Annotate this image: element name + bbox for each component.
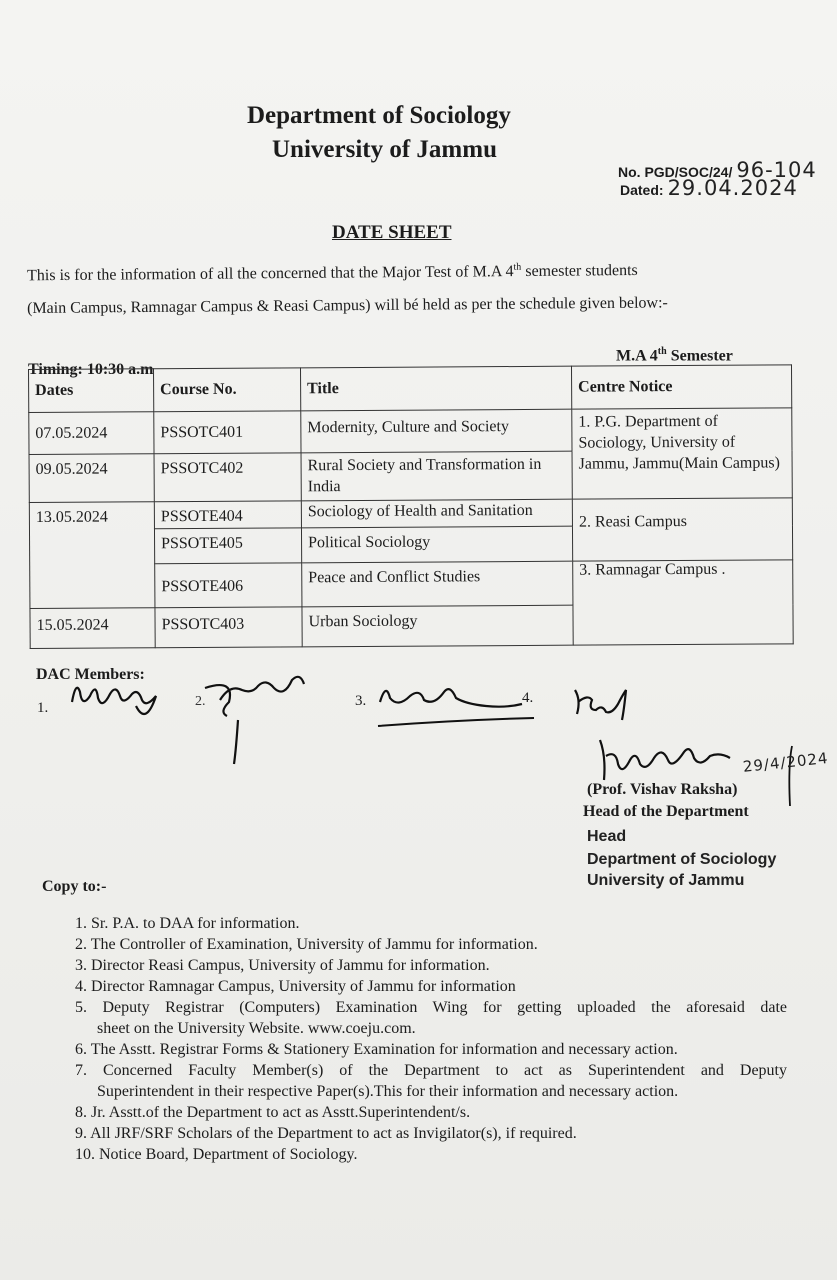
signature-3 (380, 689, 522, 707)
superscript: th (657, 346, 667, 357)
cell-course: PSSOTC401 (154, 411, 301, 454)
list-item-text: 7. Concerned Faculty Member(s) of the Department to act as Superintendent and Deputy (75, 1062, 787, 1079)
list-item (75, 997, 787, 1018)
col-header-centre: Centre Notice (571, 365, 791, 409)
exam-timing: Timing: 10:30 a.m (28, 361, 154, 378)
dac-number-1: 1. (37, 700, 49, 716)
cell-title: Modernity, Culture and Society (301, 409, 572, 453)
cell-course: PSSOTE406 (155, 563, 302, 608)
col-header-title: Title (300, 366, 571, 411)
head-signature (600, 740, 730, 780)
stamp-department: Department of Sociology (587, 851, 777, 868)
centre-reasi: 2. Reasi Campus (572, 498, 792, 561)
list-item: 2. The Controller of Examination, University of Jammu for information. (75, 936, 538, 953)
copy-to-label: Copy to:- (42, 878, 107, 895)
cell-course: PSSOTC402 (154, 453, 301, 502)
cell-title: Sociology of Health and Sanitation (301, 499, 572, 528)
cell-course: PSSOTC403 (155, 607, 302, 648)
list-item (75, 1060, 787, 1081)
cell-title: Urban Sociology (302, 605, 573, 647)
centre-main-campus: 1. P.G. Department of Sociology, University of Jammu, Jammu(Main Campus) (572, 408, 793, 499)
cell-course: PSSOTE405 (154, 528, 301, 564)
intro-line-2: (Main Campus, Ramnagar Campus & Reasi Campus) will bé held as per the schedule given below:- (27, 294, 668, 317)
cell-date: 07.05.2024 (29, 412, 154, 455)
semester-label (616, 346, 733, 365)
table-row (29, 408, 792, 455)
cell-title: Peace and Conflict Studies (302, 561, 573, 607)
cell-title: Political Sociology (301, 526, 572, 563)
semester-text-end: Semester (666, 347, 733, 365)
list-item-continued: sheet on the University Website. www.coeju.com. (97, 1020, 416, 1037)
signature-date: 29/4/2024 (742, 749, 830, 776)
signatory-name: (Prof. Vishav Raksha) (587, 781, 738, 798)
list-item: 9. All JRF/SRF Scholars of the Department to act as Invigilator(s), if required. (75, 1125, 577, 1142)
cell-course: PSSOTE404 (154, 501, 301, 529)
superscript: th (513, 261, 522, 273)
list-item: 4. Director Ramnagar Campus, University of Jammu for information (75, 978, 516, 995)
dac-number-4: 4. (522, 690, 534, 706)
cell-date: 09.05.2024 (29, 454, 154, 503)
signature-2 (205, 677, 304, 764)
list-item: 6. The Asstt. Registrar Forms & Stationery Examination for information and necessary action. (75, 1041, 678, 1058)
intro-text-end: semester students (521, 261, 638, 281)
signature-3-underline (378, 718, 534, 726)
cell-date: 13.05.2024 (29, 502, 155, 609)
dated (620, 176, 798, 200)
signatory-role: Head of the Department (583, 803, 749, 820)
list-item: 10. Notice Board, Department of Sociology. (75, 1146, 358, 1163)
intro-text: This is for the information of all the concerned that the Major Test of M.A 4 (27, 263, 514, 285)
stamp-university: University of Jammu (587, 872, 745, 889)
department-name: Department of Sociology (247, 102, 511, 129)
dated-handwritten: 29.04.2024 (667, 176, 798, 200)
col-header-course: Course No. (154, 368, 301, 412)
dated-label: Dated: (620, 182, 664, 198)
stamp-head: Head (587, 828, 627, 845)
list-item-continued: Superintendent in their respective Paper(s).This for their information and necessary action. (97, 1083, 679, 1100)
university-name: University of Jammu (272, 136, 497, 163)
signature-4 (575, 690, 626, 720)
table-row (29, 498, 792, 530)
reference-label: No. PGD/SOC/24/ (618, 164, 733, 180)
dac-number-3: 3. (355, 693, 367, 709)
list-item-text: 5. Deputy Registrar (Computers) Examination Wing for getting uploaded the aforesaid date (75, 999, 787, 1016)
table-header-row (29, 365, 792, 413)
cell-date: 15.05.2024 (30, 608, 155, 649)
semester-text: M.A 4 (616, 347, 658, 365)
dac-number-2: 2. (195, 694, 206, 709)
signature-1 (72, 688, 156, 714)
document-title: DATE SHEET (332, 222, 452, 243)
col-header-dates: Dates (29, 369, 154, 413)
cell-title: Rural Society and Transformation in India (301, 451, 572, 501)
list-item: 3. Director Reasi Campus, University of Jammu for information. (75, 957, 490, 974)
dac-members-title: DAC Members: (36, 666, 145, 683)
list-item: 1. Sr. P.A. to DAA for information. (75, 915, 300, 932)
centre-ramnagar: 3. Ramnagar Campus . (573, 560, 794, 645)
date-sheet-table (28, 364, 794, 649)
intro-line-1 (27, 261, 638, 286)
copy-to-list (75, 913, 787, 1165)
reference-handwritten: 96-104 (736, 158, 817, 182)
list-item: 8. Jr. Asstt.of the Department to act as Asstt.Superintendent/s. (75, 1104, 471, 1121)
